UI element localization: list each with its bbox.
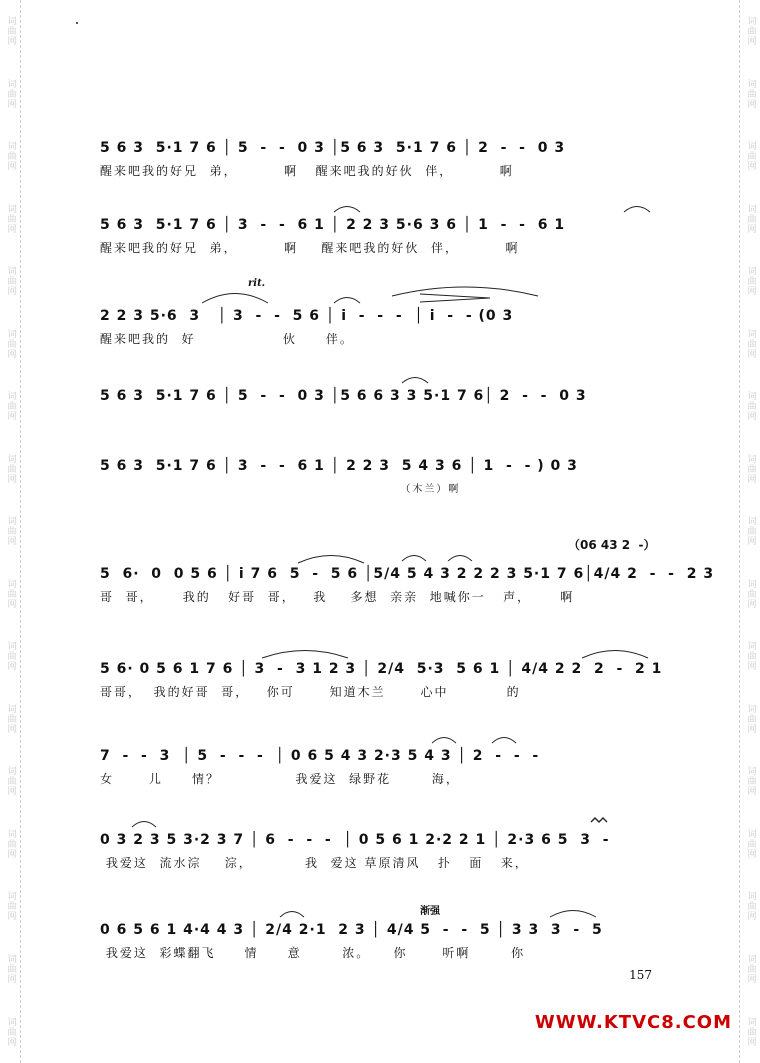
slur-mark [332,294,362,304]
watermark-text: 词曲网 [745,78,756,109]
slur-mark [400,374,430,384]
watermark-text: 词曲网 [745,641,756,672]
slur-mark [278,908,306,918]
lyric-line: 哥哥， 我的好哥 哥， 你可 知道木兰 心中 的 [100,685,521,699]
watermark-text: 词曲网 [5,203,16,234]
rit-mark: rit. [248,278,266,289]
slur-mark [130,818,158,828]
notation-line: 5 6· 0 5 6 1 7 6 │ 3 - 3 1 2 3 │ 2/4 5·3 5 6 1 │ 4/4 2 2 2 - 2 1 [100,661,663,677]
watermark-text: 词曲网 [5,578,16,609]
watermark-text: 词曲网 [745,266,756,297]
watermark-text: 词曲网 [745,453,756,484]
watermark-text: 词曲网 [745,953,756,984]
slur-mark [490,734,518,744]
watermark-text: 词曲网 [745,16,756,47]
watermark-text: 词曲网 [745,328,756,359]
watermark-text: 词曲网 [745,578,756,609]
watermark-text: 词曲网 [5,78,16,109]
watermark-text: 词曲网 [745,891,756,922]
page-speck [76,22,78,24]
watermark-text: 词曲网 [5,391,16,422]
watermark-text: 词曲网 [5,828,16,859]
watermark-text: 词曲网 [5,453,16,484]
site-logo[interactable]: WWW.KTVC8.COM [534,1012,732,1033]
watermark-column-left [0,0,21,1063]
watermark-text: 词曲网 [5,1016,16,1047]
notation-line: 0 6 5 6 1 4·4 4 3 │ 2/4 2·1 2 3 │ 4/4 5 - - 5 │ 3 3 3 - 5 [100,922,603,938]
lyric-line: 我爱这 流水淙 淙， 我 爱这 草原清风 扑 面 来， [100,856,529,870]
lyric-line: 我爱这 彩蝶翻飞 情 意 浓。 你 听啊 你 [100,946,526,960]
watermark-text: 词曲网 [5,891,16,922]
notation-line: 7 - - 3 │ 5 - - - │ 0 6 5 4 3 2·3 5 4 3 │ 2 - - - [100,748,540,764]
slur-mark [446,552,474,562]
watermark-text: 词曲网 [5,16,16,47]
watermark-text: 词曲网 [5,141,16,172]
notation-line: 5 6· 0 0 5 6 │ i 7 6 5 - 5 6 │5/4 5 4 3 2 2 2 3 5·1 7 6│4/4 2 - - 2 3 [100,566,715,582]
watermark-text: 词曲网 [5,641,16,672]
trill-mark [590,816,610,826]
watermark-text: 词曲网 [745,766,756,797]
slur-mark [580,645,650,659]
watermark-text: 词曲网 [5,703,16,734]
watermark-text: 词曲网 [5,953,16,984]
watermark-text: 词曲网 [745,203,756,234]
lyric-line: 醒来吧我的好兄 弟， 啊 醒来吧我的好伙 伴， 啊 [100,164,514,178]
lyric-line: 女 儿 情？ 我爱这 绿野花 海， [100,772,460,786]
slur-mark [260,645,350,659]
slur-mark [332,203,362,213]
alternate-notation: （06 43 2 -） [568,538,656,552]
watermark-text: 词曲网 [5,266,16,297]
decrescendo-mark [390,284,540,306]
notation-line: 5 6 3 5·1 7 6 │ 3 - - 6 1 │ 2 2 3 5 4 3 6 │ 1 - - ) 0 3 [100,458,578,474]
watermark-text: 词曲网 [5,328,16,359]
page-number: 157 [629,968,652,982]
slur-mark [430,734,458,744]
watermark-text: 词曲网 [745,391,756,422]
slur-mark [622,203,652,213]
watermark-text: 词曲网 [745,516,756,547]
watermark-text: 词曲网 [745,828,756,859]
lyric-line: （木兰）啊 [100,484,461,495]
watermark-column-right [739,0,760,1063]
watermark-text: 词曲网 [745,1016,756,1047]
notation-line: 0 3 2 3 5 3·2 3 7 │ 6 - - - │ 0 5 6 1 2·2 2 1 │ 2·3 6 5 3 - [100,832,610,848]
watermark-text: 词曲网 [5,766,16,797]
lyric-line: 醒来吧我的好兄 弟， 啊 醒来吧我的好伙 伴， 啊 [100,241,520,255]
slur-mark [548,906,598,918]
lyric-line: 醒来吧我的 好 伙 伴。 [100,332,354,346]
watermark-text: 词曲网 [745,703,756,734]
notation-line: 2 2 3 5·6 3 │ 3 - - 5 6 │ i - - - │ i - - (0 3 [100,308,514,324]
watermark-text: 词曲网 [5,516,16,547]
watermark-text: 词曲网 [745,141,756,172]
notation-line: 5 6 3 5·1 7 6 │ 5 - - 0 3 │5 6 3 5·1 7 6 │ 2 - - 0 3 [100,140,566,156]
slur-mark [296,550,366,564]
notation-line: 5 6 3 5·1 7 6 │ 3 - - 6 1 │ 2 2 3 5·6 3 6 │ 1 - - 6 1 [100,217,566,233]
slur-mark [400,552,428,562]
slur-mark [200,288,270,304]
crescendo-mark: 渐强 [420,906,440,917]
lyric-line: 哥 哥， 我的 好哥 哥， 我 多想 亲亲 地喊你一 声， 啊 [100,590,575,604]
notation-line: 5 6 3 5·1 7 6 │ 5 - - 0 3 │5 6 6 3 3 5·1 7 6│ 2 - - 0 3 [100,388,587,404]
